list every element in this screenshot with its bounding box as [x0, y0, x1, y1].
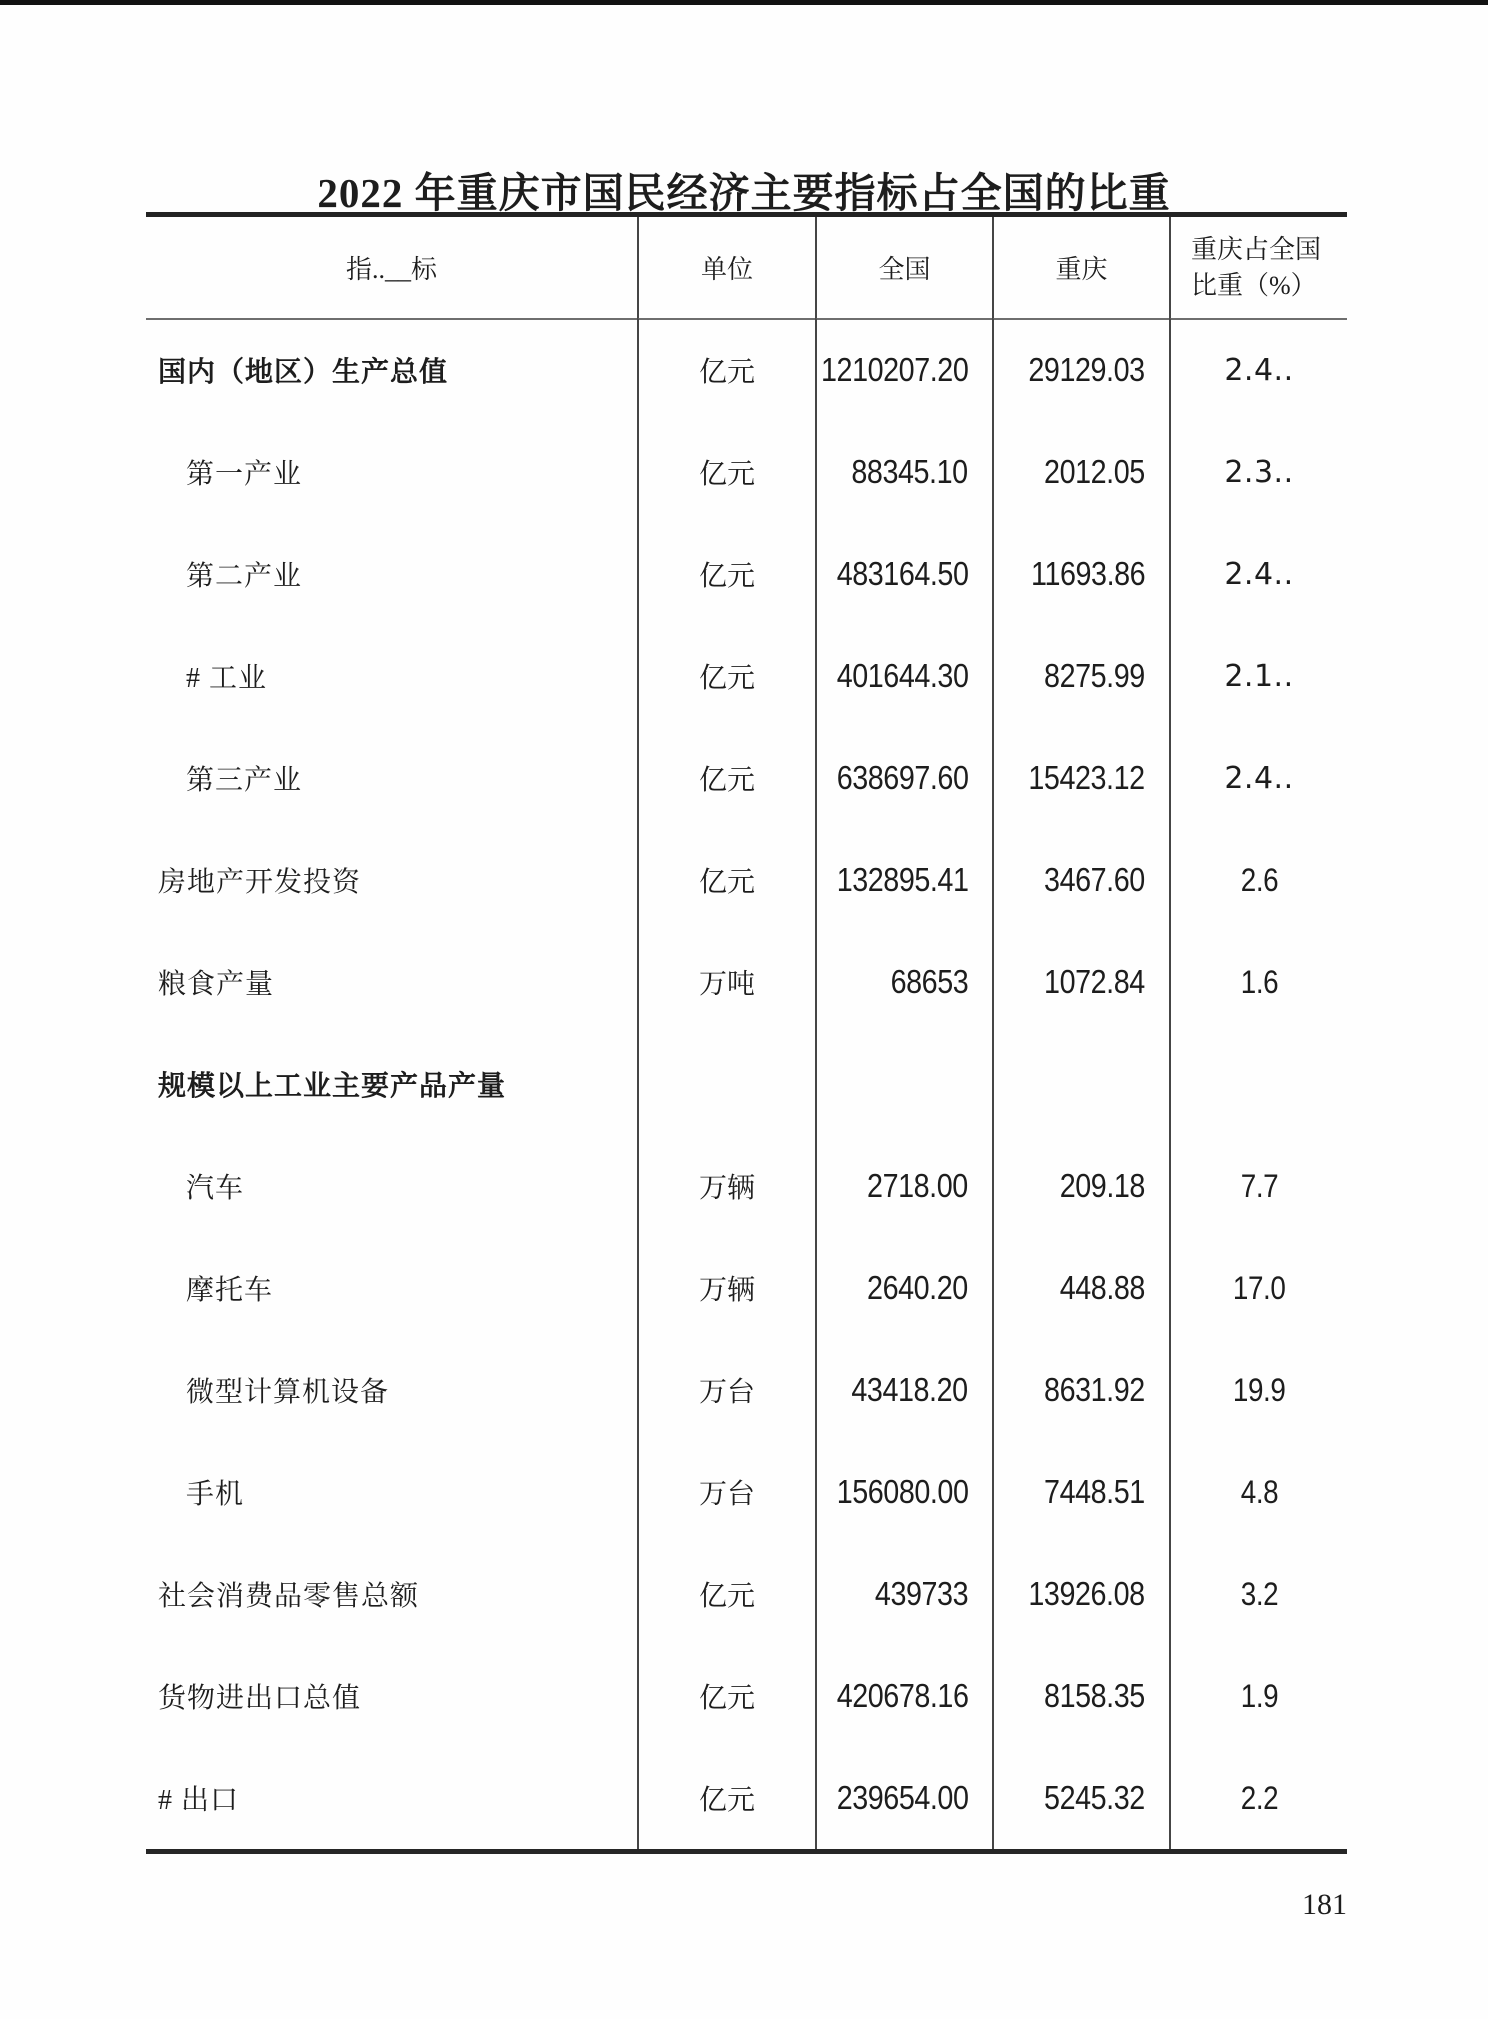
chongqing-value: 8275.99: [1044, 657, 1145, 694]
unit-cell: [637, 1339, 815, 1441]
share-value-cell: [1169, 1339, 1347, 1441]
chongqing-value: 13926.08: [1028, 1575, 1145, 1612]
indicator-cell: [146, 1339, 637, 1441]
indicator-label: 微型计算机设备: [186, 1377, 390, 1408]
header-indicator: [146, 217, 637, 320]
national-value: 439733: [874, 1575, 968, 1612]
national-value-cell: [815, 829, 992, 931]
chongqing-value: 15423.12: [1028, 759, 1145, 796]
chongqing-value-cell: [992, 1543, 1169, 1645]
unit-cell: [637, 1645, 815, 1747]
chongqing-value-cell: [992, 1747, 1169, 1849]
indicator-label: 第二产业: [186, 561, 303, 592]
indicator-cell: [146, 1747, 637, 1849]
indicator-cell: [146, 1645, 637, 1747]
share-value-cell: [1169, 727, 1347, 829]
header-unit: [637, 217, 815, 320]
national-value: 88345.10: [851, 453, 968, 490]
chongqing-value: 1072.84: [1044, 963, 1145, 1000]
unit-label: 亿元: [698, 357, 755, 388]
chongqing-value: 8631.92: [1044, 1371, 1145, 1408]
chongqing-value-cell: [992, 625, 1169, 727]
national-value-cell: [815, 727, 992, 829]
national-value-cell: [815, 1543, 992, 1645]
share-value: 7.7: [1240, 1167, 1278, 1204]
national-value-cell: [815, 421, 992, 523]
national-value-cell: [815, 523, 992, 625]
unit-label: 万辆: [698, 1173, 755, 1204]
chongqing-value-cell: [992, 829, 1169, 931]
chongqing-value-cell: [992, 421, 1169, 523]
chongqing-value-cell: [992, 1441, 1169, 1543]
chongqing-value-cell: [992, 1237, 1169, 1339]
indicator-label: 国内（地区）生产总值: [158, 357, 449, 388]
share-value: 1.9: [1240, 1677, 1278, 1714]
indicator-cell: [146, 1237, 637, 1339]
national-value-cell: [815, 931, 992, 1033]
indicator-cell: [146, 1135, 637, 1237]
share-value-cell: [1169, 1441, 1347, 1543]
share-value: 1.6: [1240, 963, 1278, 1000]
indicator-cell: [146, 829, 637, 931]
share-value-cell: [1169, 1543, 1347, 1645]
chongqing-value-cell: [992, 727, 1169, 829]
national-value: 420678.16: [836, 1677, 968, 1714]
indicator-label: 汽车: [186, 1173, 245, 1204]
indicator-label: 社会消费品零售总额: [158, 1581, 420, 1612]
national-value-cell: [815, 1135, 992, 1237]
chongqing-value: 5245.32: [1044, 1779, 1145, 1816]
header-share-label: 重庆占全国比重（%）: [1191, 235, 1322, 300]
indicator-label: 第一产业: [186, 459, 303, 490]
chongqing-value: 29129.03: [1028, 351, 1145, 388]
chongqing-value-cell: [992, 523, 1169, 625]
indicator-cell: [146, 523, 637, 625]
share-value: 2.2: [1240, 1779, 1278, 1816]
share-value-cell: [1169, 829, 1347, 931]
national-value: 483164.50: [836, 555, 968, 592]
unit-label: 万台: [698, 1479, 755, 1510]
indicator-label: 手机: [186, 1479, 245, 1510]
header-share: [1169, 217, 1347, 320]
indicator-label: 第三产业: [186, 765, 303, 796]
scan-edge-artifact: [0, 0, 1488, 5]
unit-label: 亿元: [698, 765, 755, 796]
share-value: 3.2: [1240, 1575, 1278, 1612]
indicators-table: [146, 212, 1347, 1854]
indicator-label: # 工业: [186, 663, 268, 694]
unit-label: 亿元: [698, 459, 755, 490]
page-title: 2022 年重庆市国民经济主要指标占全国的比重: [317, 170, 1171, 217]
share-value: 2.6: [1240, 861, 1278, 898]
header-indicator-label: 指..__标: [345, 255, 437, 284]
unit-label: 万台: [698, 1377, 755, 1408]
share-value: 2.1..: [1224, 658, 1294, 694]
unit-label: 万辆: [698, 1275, 755, 1306]
indicator-cell: [146, 1033, 637, 1135]
share-value: 2.4..: [1224, 352, 1294, 388]
national-value: 2718.00: [867, 1167, 968, 1204]
national-value: 401644.30: [836, 657, 968, 694]
indicator-cell: [146, 727, 637, 829]
share-value: 2.4..: [1224, 760, 1294, 796]
unit-cell: [637, 1135, 815, 1237]
unit-cell: [637, 1033, 815, 1135]
share-value: 19.9: [1232, 1371, 1286, 1408]
indicator-cell: [146, 625, 637, 727]
national-value-cell: [815, 1441, 992, 1543]
indicator-cell: [146, 1543, 637, 1645]
unit-cell: [637, 931, 815, 1033]
share-value: 4.8: [1240, 1473, 1278, 1510]
share-value-cell: [1169, 1645, 1347, 1747]
unit-label: 亿元: [698, 1581, 755, 1612]
national-value: 2640.20: [867, 1269, 968, 1306]
unit-cell: [637, 727, 815, 829]
share-value-cell: [1169, 319, 1347, 421]
share-value-cell: [1169, 421, 1347, 523]
national-value: 156080.00: [836, 1473, 968, 1510]
share-value-cell: [1169, 1237, 1347, 1339]
share-value-cell: [1169, 1135, 1347, 1237]
national-value: 239654.00: [836, 1779, 968, 1816]
national-value-cell: [815, 1033, 992, 1135]
chongqing-value: 7448.51: [1044, 1473, 1145, 1510]
chongqing-value: 448.88: [1059, 1269, 1145, 1306]
chongqing-value-cell: [992, 1645, 1169, 1747]
share-value: 2.3..: [1224, 454, 1294, 490]
chongqing-value: 3467.60: [1044, 861, 1145, 898]
share-value-cell: [1169, 523, 1347, 625]
chongqing-value-cell: [992, 931, 1169, 1033]
share-value-cell: [1169, 1747, 1347, 1849]
indicator-label: 粮食产量: [158, 969, 275, 1000]
indicator-label: 房地产开发投资: [158, 867, 362, 898]
unit-cell: [637, 1441, 815, 1543]
unit-label: 万吨: [698, 969, 755, 1000]
national-value-cell: [815, 1645, 992, 1747]
unit-label: 亿元: [698, 561, 755, 592]
chongqing-value: 209.18: [1059, 1167, 1145, 1204]
indicator-cell: [146, 931, 637, 1033]
unit-cell: [637, 421, 815, 523]
national-value: 132895.41: [836, 861, 968, 898]
chongqing-value-cell: [992, 319, 1169, 421]
chongqing-value-cell: [992, 1339, 1169, 1441]
indicator-label: 货物进出口总值: [158, 1683, 362, 1714]
indicator-cell: [146, 421, 637, 523]
share-value: 17.0: [1232, 1269, 1286, 1306]
page-number: 181: [1302, 1888, 1347, 1921]
indicator-label: 摩托车: [186, 1275, 274, 1306]
indicator-label: 规模以上工业主要产品产量: [158, 1071, 507, 1102]
chongqing-value: 11693.86: [1030, 555, 1145, 592]
national-value: 43418.20: [851, 1371, 968, 1408]
national-value-cell: [815, 1747, 992, 1849]
unit-label: 亿元: [698, 663, 755, 694]
national-value-cell: [815, 1339, 992, 1441]
unit-cell: [637, 1543, 815, 1645]
unit-cell: [637, 319, 815, 421]
unit-cell: [637, 1237, 815, 1339]
unit-cell: [637, 625, 815, 727]
national-value-cell: [815, 625, 992, 727]
national-value: 68653: [890, 963, 968, 1000]
header-national: [815, 217, 992, 320]
chongqing-value: 2012.05: [1044, 453, 1145, 490]
indicator-label: # 出口: [158, 1785, 240, 1816]
unit-cell: [637, 523, 815, 625]
share-value: 2.4..: [1224, 556, 1294, 592]
national-value: 1210207.20: [820, 351, 968, 388]
header-national-label: 全国: [878, 255, 931, 284]
share-value-cell: [1169, 931, 1347, 1033]
header-chongqing-label: 重庆: [1055, 255, 1108, 284]
national-value-cell: [815, 319, 992, 421]
national-value: 638697.60: [836, 759, 968, 796]
unit-cell: [637, 829, 815, 931]
header-unit-label: 单位: [700, 255, 753, 284]
share-value-cell: [1169, 625, 1347, 727]
header-chongqing: [992, 217, 1169, 320]
unit-label: 亿元: [698, 1785, 755, 1816]
indicator-cell: [146, 1441, 637, 1543]
unit-label: 亿元: [698, 867, 755, 898]
unit-cell: [637, 1747, 815, 1849]
national-value-cell: [815, 1237, 992, 1339]
share-value-cell: [1169, 1033, 1347, 1135]
chongqing-value-cell: [992, 1033, 1169, 1135]
unit-label: 亿元: [698, 1683, 755, 1714]
indicator-cell: [146, 319, 637, 421]
chongqing-value-cell: [992, 1135, 1169, 1237]
chongqing-value: 8158.35: [1044, 1677, 1145, 1714]
